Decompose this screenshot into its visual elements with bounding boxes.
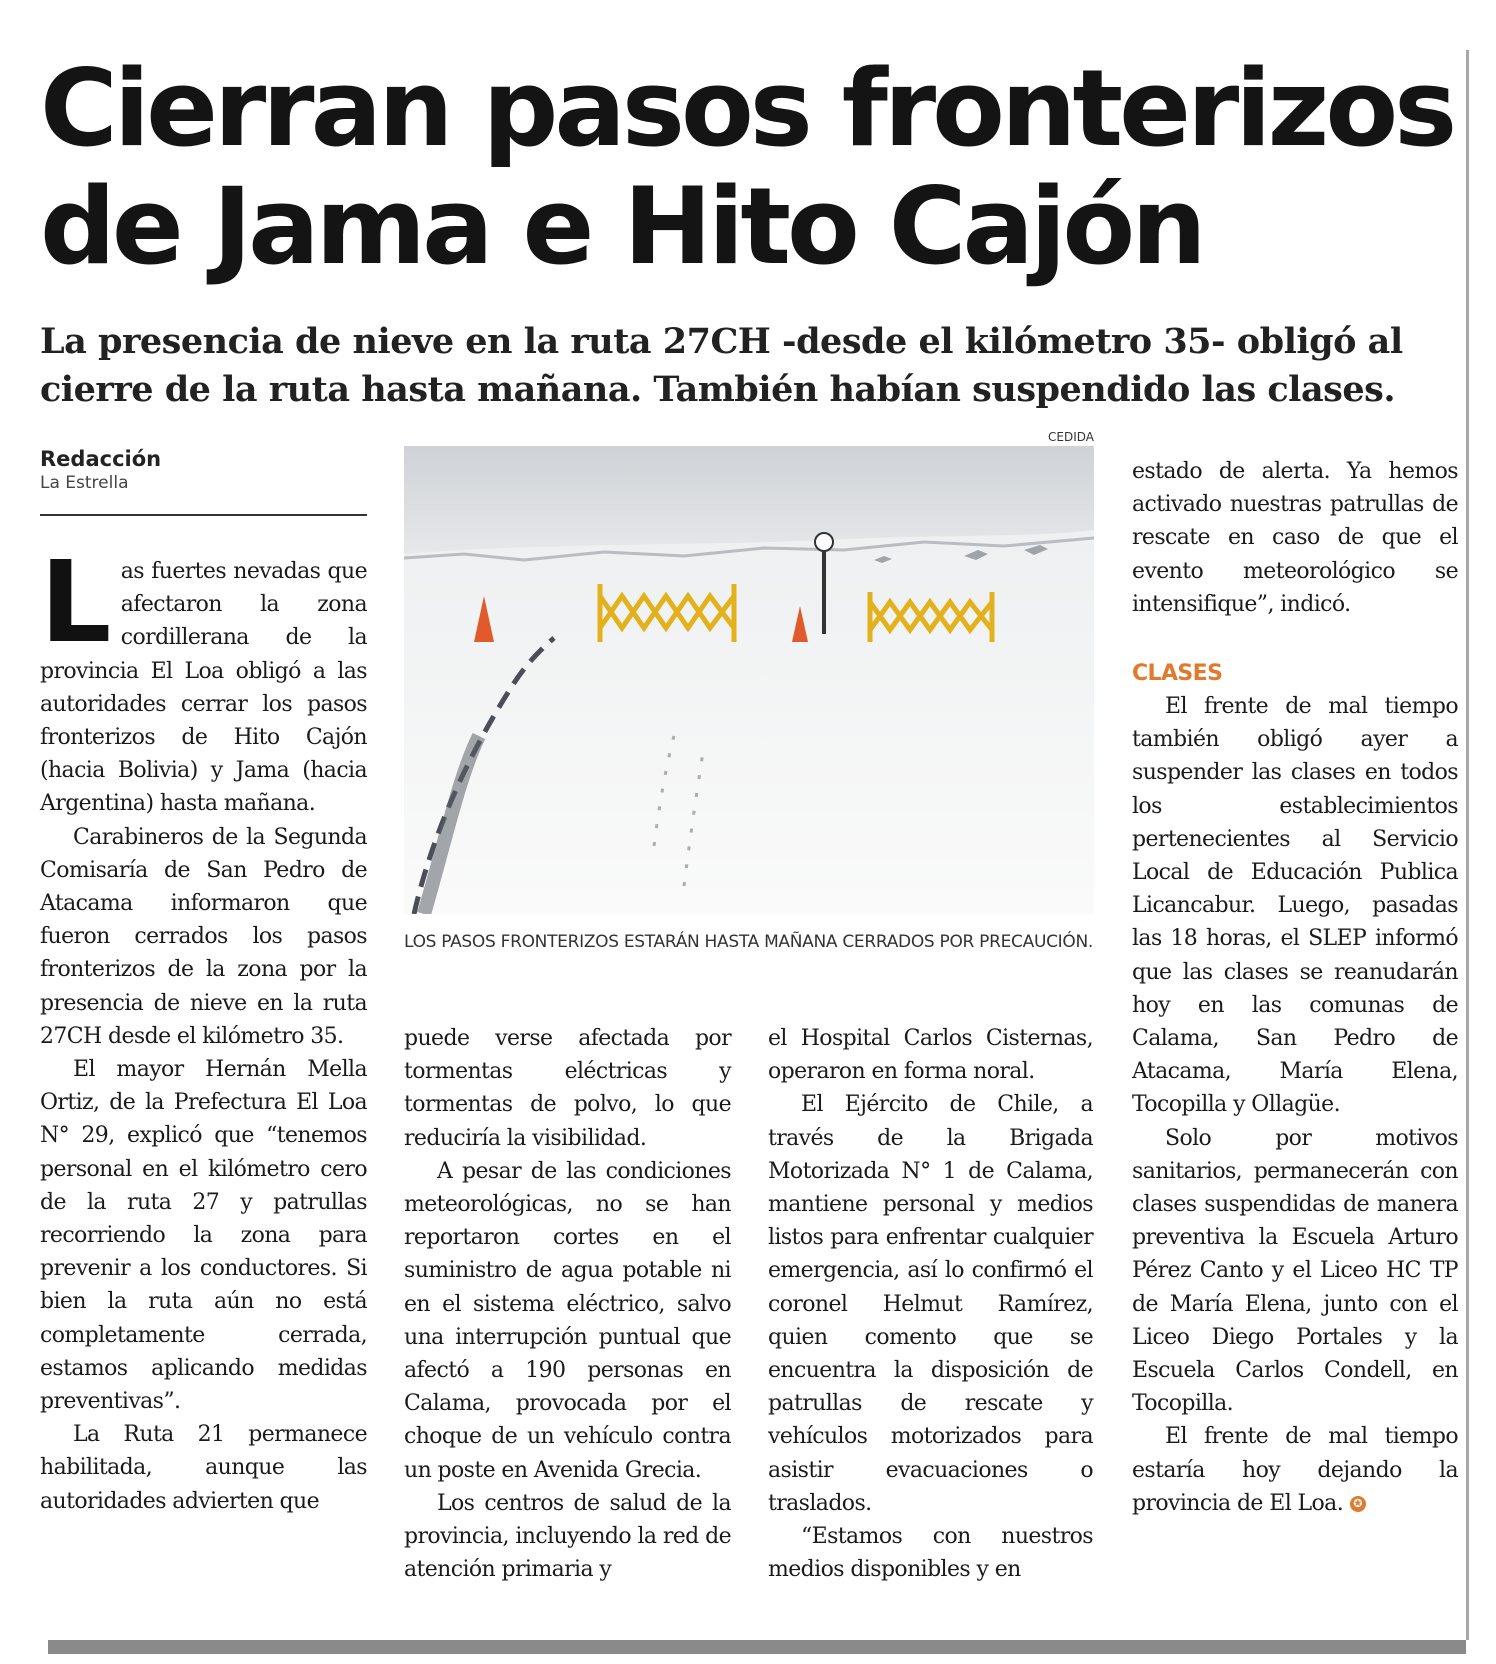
paragraph: El Ejército de Chile, a través de la Brigada Motorizada N° 1 de Calama, mantiene personal y medios listos para enfrentar cualquier emergencia, así lo confirmó el coronel Helmut Ramírez, quien comento que se encuentra la disposición de patrullas de rescate y vehículos motorizados para asistir evacuaciones o traslados. <box>768 1092 1093 1516</box>
paragraph: Carabineros de la Segunda Comisaría de San Pedro de Atacama informaron que fueron cerrados los pasos fronterizos de la zona por la presencia de nieve en la ruta 27CH desde el kilómetro 35. <box>40 824 367 1049</box>
paragraph <box>1132 1420 1458 1520</box>
paragraph: puede verse afectada por tormentas eléctricas y tormentas de polvo, lo que reduciría la visibilidad. <box>404 1026 731 1151</box>
paragraph-text: El frente de mal tiempo estaría hoy dejando la provincia de El Loa. <box>1132 1424 1458 1516</box>
photo-caption: LOS PASOS FRONTERIZOS ESTARÁN HASTA MAÑANA CERRADOS POR PRECAUCIÓN. <box>404 932 1093 952</box>
body-column-2 <box>404 1022 731 1586</box>
headline-line-2: de Jama e Hito Cajón <box>40 165 1203 288</box>
paragraph: A pesar de las condiciones meteorológicas, no se han reportaron cortes en el suministro de agua potable ni en el sistema eléctrico, salvo una interrupción puntual que afectó a 190 personas en Calama, provocada por el choque de un vehículo contra un poste en Avenida Grecia. <box>404 1158 731 1483</box>
body-column-3 <box>768 1022 1093 1586</box>
body-column-1 <box>40 538 367 1518</box>
byline-rule <box>40 514 367 516</box>
headline <box>40 47 1454 288</box>
deck-subheadline <box>40 318 1440 414</box>
paragraph: El frente de mal tiempo también obligó ayer a suspender las clases en todos los establecimientos pertenecientes al Servicio Local de Educación Publica Licancabur. Luego, pasadas las 18 horas, el SLEP informó que las clases se reanudarán hoy en las comunas de Calama, San Pedro de Atacama, María Elena, Tocopilla y Ollagüe. <box>1132 694 1458 1118</box>
drop-cap: L <box>40 538 111 668</box>
snow-scene-illustration <box>404 446 1094 914</box>
deck-line-1: La presencia de nieve en la ruta 27CH -desde el kilómetro 35- obligó al <box>40 321 1403 362</box>
deck-line-2: cierre de la ruta hasta mañana. También habían suspendido las clases. <box>40 369 1396 410</box>
end-of-article-icon: ✪ <box>1350 1496 1366 1512</box>
paragraph: Solo por motivos sanitarios, permanecerán con clases suspendidas de manera preventiva la Escuela Arturo Pérez Canto y el Liceo HC TP de María Elena, junto con el Liceo Diego Portales y la Escuela Carlos Condell, en Tocopilla. <box>1132 1125 1458 1417</box>
byline-author: Redacción <box>40 447 162 471</box>
paragraph: Los centros de salud de la provincia, incluyendo la red de atención primaria y <box>404 1490 731 1583</box>
paragraph: “Estamos con nuestros medios disponibles y en <box>768 1524 1093 1583</box>
byline-outlet: La Estrella <box>40 473 129 493</box>
byline <box>40 446 367 494</box>
right-column-rule <box>1466 50 1469 1640</box>
paragraph <box>40 538 367 821</box>
paragraph-text: as fuertes nevadas que afectaron la zona cordillerana de la provincia El Loa obligó a las autoridades cerrar los pasos fronterizos de Hito Cajón (hacia Bolivia) y Jama (hacia Argentina) hasta mañana. <box>40 559 367 817</box>
headline-line-1: Cierran pasos fronterizos <box>40 47 1454 170</box>
paragraph: La Ruta 21 permanece habilitada, aunque las autoridades advierten que <box>40 1422 367 1514</box>
body-column-4 <box>1132 455 1458 1520</box>
snow-road-photo <box>404 446 1094 914</box>
section-heading: CLASES <box>1132 661 1223 687</box>
photo-credit: CEDIDA <box>1048 430 1094 444</box>
paragraph: estado de alerta. Ya hemos activado nuestras patrullas de rescate en caso de que el evento meteorológico se intensifique”, indicó. <box>1132 459 1458 617</box>
paragraph: el Hospital Carlos Cisternas, operaron en forma noral. <box>768 1026 1093 1085</box>
bottom-rule <box>48 1640 1466 1654</box>
paragraph: El mayor Hernán Mella Ortiz, de la Prefectura El Loa N° 29, explicó que “tenemos personal en el kilómetro cero de la ruta 27 y patrullas recorriendo la zona para prevenir a los conductores. Si bien la ruta aún no está completamente cerrada, estamos aplicando medidas preventivas”. <box>40 1057 367 1415</box>
